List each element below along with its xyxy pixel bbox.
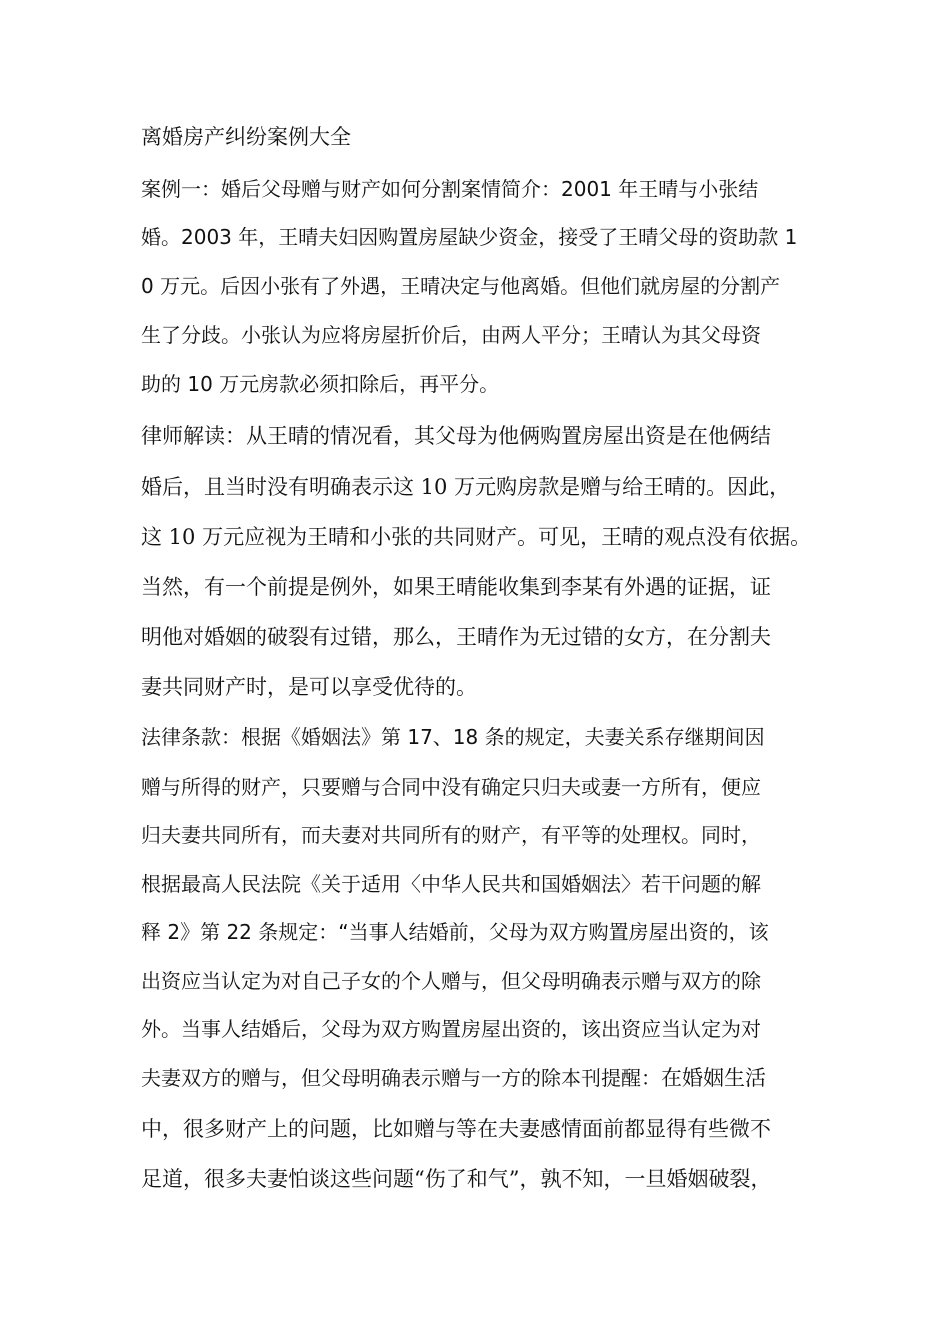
paragraph-line: 婚后，且当时没有明确表示这 10 万元购房款是赠与给王晴的。因此，	[141, 475, 791, 499]
line-segment-serif: 在婚姻生活	[661, 1066, 766, 1090]
paragraph-line: 案例一：婚后父母赠与财产如何分割案情简介：2001 年王晴与小张结	[141, 177, 759, 201]
paragraph-line: 足道，很多夫妻怕谈这些问题“伤了和气”，孰不知，一旦婚姻破裂，	[141, 1167, 772, 1191]
paragraph-line: 当然，有一个前提是例外，如果王晴能收集到李某有外遇的证据，证	[141, 575, 771, 599]
paragraph-line: 归夫妻共同所有，而夫妻对共同所有的财产，有平等的处理权。同时，	[141, 823, 761, 847]
paragraph-line: 外。当事人结婚后，父母为双方购置房屋出资的，该出资应当认定为对	[141, 1017, 761, 1041]
paragraph-line: 这 10 万元应视为王晴和小张的共同财产。可见，王晴的观点没有依据。	[141, 525, 812, 549]
document-title: 离婚房产纠纷案例大全	[141, 125, 351, 149]
paragraph-line: 生了分歧。小张认为应将房屋折价后，由两人平分；王晴认为其父母资	[141, 323, 761, 347]
paragraph-line: 根据最高人民法院《关于适用〈中华人民共和国婚姻法〉若干问题的解	[141, 872, 761, 896]
paragraph-line: 中，很多财产上的问题，比如赠与等在夫妻感情面前都显得有些微不	[141, 1117, 771, 1141]
paragraph-line: 律师解读：从王晴的情况看，其父母为他俩购置房屋出资是在他俩结	[141, 424, 771, 448]
paragraph-line: 妻共同财产时，是可以享受优待的。	[141, 675, 477, 699]
paragraph-line-mixed	[141, 1063, 766, 1093]
paragraph-line: 出资应当认定为对自己子女的个人赠与，但父母明确表示赠与双方的除	[141, 969, 761, 993]
paragraph-line: 释 2》第 22 条规定：“当事人结婚前，父母为双方购置房屋出资的，该	[141, 920, 769, 944]
paragraph-line: 法律条款：根据《婚姻法》第 17、18 条的规定，夫妻关系存继期间因	[141, 725, 765, 749]
paragraph-line: 明他对婚姻的破裂有过错，那么，王晴作为无过错的女方，在分割夫	[141, 625, 771, 649]
paragraph-line: 0 万元。后因小张有了外遇，王晴决定与他离婚。但他们就房屋的分割产	[141, 274, 781, 298]
paragraph-line: 赠与所得的财产，只要赠与合同中没有确定只归夫或妻一方所有，便应	[141, 775, 761, 799]
paragraph-line: 婚。2003 年，王晴夫妇因购置房屋缺少资金，接受了王晴父母的资助款 1	[141, 225, 798, 249]
line-segment-sans: 夫妻双方的赠与，但父母明确表示赠与一方的除本刊提醒：	[141, 1066, 661, 1090]
paragraph-line: 助的 10 万元房款必须扣除后，再平分。	[141, 372, 500, 396]
